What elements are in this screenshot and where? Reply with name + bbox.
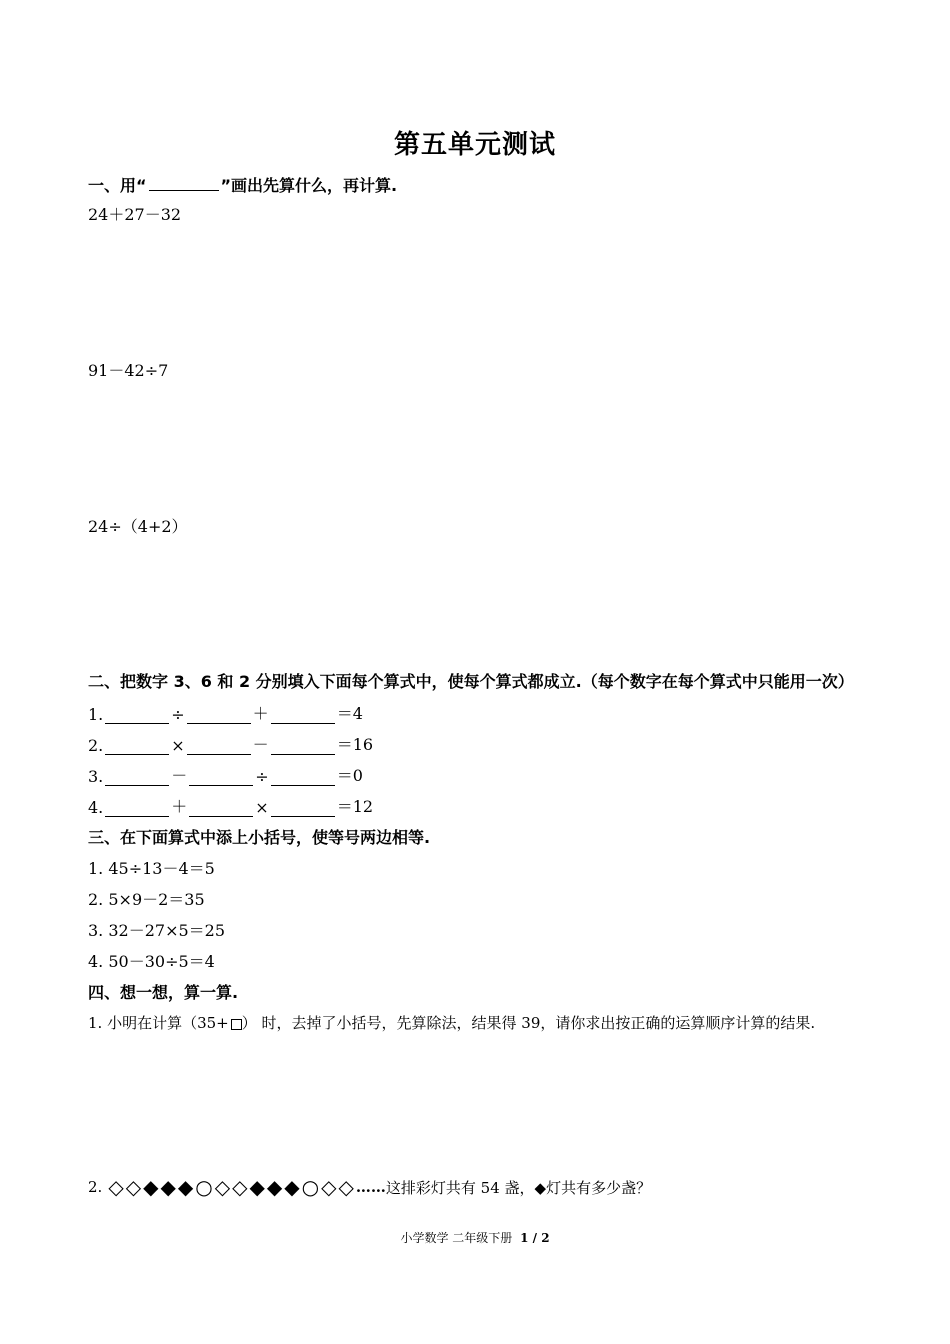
row-number: 2. — [88, 736, 104, 755]
blank-1[interactable] — [105, 802, 169, 817]
circle-icon: ○ — [195, 1175, 213, 1199]
solid-diamond-icon: ◆ — [266, 1175, 283, 1199]
fill-row-2 — [88, 732, 375, 755]
solid-diamond-icon: ◆ — [143, 1175, 159, 1199]
hollow-diamond-icon: ◇ — [338, 1175, 354, 1199]
operator: × — [255, 798, 269, 817]
section4-heading: 四、想一想，算一算. — [88, 983, 239, 1002]
operator: ÷ — [255, 767, 269, 786]
operator: ÷ — [171, 705, 185, 724]
section3-heading: 三、在下面算式中添上小括号，使等号两边相等. — [88, 828, 431, 847]
fill-row-4 — [88, 794, 375, 817]
hollow-diamond-icon: ◇ — [232, 1175, 248, 1199]
hollow-diamond-icon: ◇ — [214, 1175, 231, 1199]
solid-diamond-icon: ◆ — [160, 1175, 176, 1199]
row-number: 3. — [88, 767, 104, 786]
hollow-diamond-icon: ◇ — [125, 1175, 142, 1199]
blank-3[interactable] — [271, 802, 335, 817]
box-icon — [231, 1019, 242, 1030]
page-footer — [0, 1229, 950, 1246]
operator: － — [252, 735, 269, 754]
blank-3[interactable] — [271, 771, 335, 786]
blank-1[interactable] — [105, 771, 169, 786]
problem-2: 91－42÷7 — [88, 361, 169, 380]
result: ＝16 — [336, 735, 374, 754]
footer-text: 小学数学 二年级下册 — [400, 1231, 513, 1245]
paren-item-4: 4. 50－30÷5＝4 — [88, 952, 215, 971]
solid-diamond-icon: ◆ — [249, 1175, 265, 1199]
operator: ＋ — [171, 797, 188, 816]
blank-2[interactable] — [189, 771, 253, 786]
question-2 — [88, 1175, 651, 1199]
question-2-text: 这排彩灯共有 54 盏，◆灯共有多少盏？ — [385, 1178, 652, 1197]
paren-item-3: 3. 32－27×5＝25 — [88, 921, 226, 940]
question-1-post: ） 时，去掉了小括号，先算除法，结果得 39，请你求出按正确的运算顺序计算的结果. — [241, 1014, 816, 1032]
section2-heading: 二、把数字 3、6 和 2 分别填入下面每个算式中，使每个算式都成立.（每个数字在每个算式中只能用一次） — [88, 672, 854, 691]
section1-heading-post: ”画出先算什么，再计算. — [220, 176, 398, 195]
problem-1: 24＋27－32 — [88, 205, 182, 224]
row-number: 1. — [88, 705, 104, 724]
problem-3: 24÷（4+2） — [88, 517, 188, 536]
page-title: 第五单元测试 — [393, 130, 556, 160]
hollow-diamond-icon: ◇ — [108, 1175, 124, 1199]
page-number: 1 / 2 — [520, 1231, 550, 1245]
solid-diamond-icon: ◆ — [177, 1175, 194, 1199]
blank-2[interactable] — [189, 802, 253, 817]
operator: × — [171, 736, 185, 755]
paren-item-2: 2. 5×9－2＝35 — [88, 890, 205, 909]
blank-1[interactable] — [105, 740, 169, 755]
section1-heading-pre: 一、用“ — [88, 176, 147, 195]
blank-1[interactable] — [105, 709, 169, 724]
solid-diamond-icon: ◆ — [284, 1175, 300, 1199]
row-number: 4. — [88, 798, 104, 817]
blank-3[interactable] — [271, 740, 335, 755]
operator: － — [171, 766, 188, 785]
blank-2[interactable] — [187, 709, 251, 724]
question-1-pre: 1. 小明在计算（35+ — [88, 1014, 229, 1032]
paren-item-1: 1. 45÷13－4＝5 — [88, 859, 215, 878]
section1-heading — [88, 173, 397, 196]
blank-3[interactable] — [271, 709, 335, 724]
question-2-number: 2. — [88, 1178, 103, 1196]
fill-row-3 — [88, 763, 365, 786]
result: ＝12 — [336, 797, 374, 816]
result: ＝4 — [336, 704, 363, 723]
hollow-diamond-icon: ◇ — [321, 1175, 337, 1199]
blank-2[interactable] — [187, 740, 251, 755]
underline-sample — [149, 176, 219, 191]
operator: ＋ — [252, 704, 269, 723]
circle-icon: ○ — [301, 1175, 320, 1199]
ellipsis: …… — [355, 1178, 386, 1196]
fill-row-1 — [88, 701, 365, 724]
result: ＝0 — [336, 766, 363, 785]
question-1 — [88, 1012, 815, 1033]
